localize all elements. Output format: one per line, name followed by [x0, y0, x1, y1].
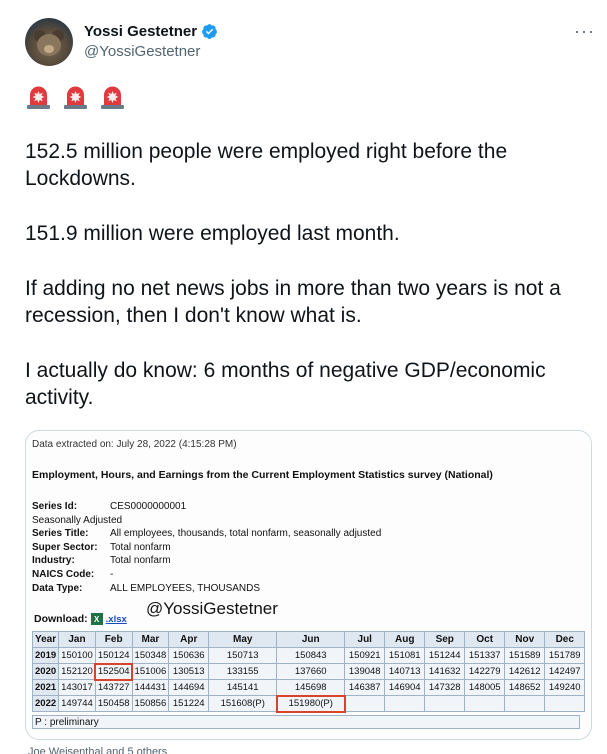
table-cell: 147328 — [425, 680, 465, 696]
watermark: @YossiGestetner — [146, 599, 278, 618]
column-header: May — [209, 632, 277, 648]
table-header-row — [33, 632, 585, 648]
meta-key: Seasonally Adjusted — [32, 514, 123, 526]
table-cell: 143017 — [59, 680, 96, 696]
table-cell: 150636 — [169, 648, 209, 664]
table-cell: 145141 — [209, 680, 277, 696]
table-cell: 145698 — [277, 680, 345, 696]
siren-emoji-icon — [25, 83, 52, 110]
table-cell: 151081 — [385, 648, 425, 664]
series-metadata — [32, 500, 381, 595]
table-cell: 151244 — [425, 648, 465, 664]
meta-key: Series Id: — [32, 501, 78, 512]
column-header: Year — [33, 632, 59, 648]
meta-key: Data Type: — [32, 582, 83, 594]
table-cell: 148652 — [505, 680, 545, 696]
tweet-paragraph: 151.9 million were employed last month. — [25, 222, 400, 245]
table-cell: 142497 — [545, 664, 585, 680]
meta-row — [32, 514, 381, 528]
table-cell: 151608(P) — [209, 696, 277, 712]
author-name-row — [84, 23, 218, 40]
author-handle[interactable]: @YossiGestetner — [84, 43, 201, 60]
table-cell — [545, 696, 585, 712]
tweet-body — [25, 138, 585, 439]
column-header: Sep — [425, 632, 465, 648]
table-cell: 130513 — [169, 664, 209, 680]
table-cell — [345, 696, 385, 712]
column-header: Jul — [345, 632, 385, 648]
table-cell: 149240 — [545, 680, 585, 696]
year-cell: 2021 — [33, 680, 59, 696]
tweet-header — [25, 15, 595, 67]
table-row — [33, 680, 585, 696]
column-header: Nov — [505, 632, 545, 648]
table-row — [33, 664, 585, 680]
meta-row — [32, 568, 381, 582]
column-header: Aug — [385, 632, 425, 648]
meta-key: Series Title: — [32, 528, 89, 540]
tweet-paragraph: If adding no net news jobs in more than two years is not a recession, then I don't know what is. — [25, 277, 561, 327]
table-cell: 151006 — [132, 664, 169, 680]
employment-table — [32, 631, 585, 712]
survey-title: Employment, Hours, and Earnings from the Current Employment Statistics survey (National) — [32, 469, 493, 481]
table-cell: 149744 — [59, 696, 96, 712]
table-cell: 144431 — [132, 680, 169, 696]
meta-row — [32, 582, 381, 596]
table-cell: 144694 — [169, 680, 209, 696]
table-cell: 146904 — [385, 680, 425, 696]
year-cell: 2020 — [33, 664, 59, 680]
table-cell: 150348 — [132, 648, 169, 664]
year-cell: 2022 — [33, 696, 59, 712]
column-header: Feb — [95, 632, 132, 648]
table-cell: 148005 — [465, 680, 505, 696]
column-header: Dec — [545, 632, 585, 648]
table-cell: 150843 — [277, 648, 345, 664]
meta-value: ALL EMPLOYEES, THOUSANDS — [110, 582, 261, 594]
table-cell: 142612 — [505, 664, 545, 680]
excel-icon[interactable]: X — [91, 613, 103, 625]
meta-row — [32, 554, 381, 568]
meta-row — [32, 541, 381, 555]
more-options-icon[interactable]: ··· — [574, 21, 595, 41]
meta-key: Industry: — [32, 555, 75, 567]
table-cell: 150100 — [59, 648, 96, 664]
tweet-paragraph: 152.5 million people were employed right before the Lockdowns. — [25, 140, 508, 190]
table-cell — [385, 696, 425, 712]
xlsx-link[interactable]: .xlsx — [105, 613, 127, 625]
table-cell: 150921 — [345, 648, 385, 664]
bear-snout — [44, 45, 54, 53]
column-header: Apr — [169, 632, 209, 648]
download-label: Download: — [34, 613, 88, 625]
table-cell: 143727 — [95, 680, 132, 696]
table-cell: 152120 — [59, 664, 96, 680]
meta-value: CES0000000001 — [110, 501, 187, 512]
table-cell: 151224 — [169, 696, 209, 712]
table-cell: 141632 — [425, 664, 465, 680]
table-cell: 151337 — [465, 648, 505, 664]
liked-by-text[interactable]: Joe Weisenthal and 5 others — [28, 746, 168, 754]
download-row — [34, 613, 127, 625]
meta-value: Total nonfarm — [110, 555, 171, 567]
verified-badge-icon — [201, 23, 218, 40]
table-cell: 150124 — [95, 648, 132, 664]
author-name[interactable]: Yossi Gestetner — [84, 23, 198, 40]
table-cell: 140713 — [385, 664, 425, 680]
siren-emoji-row — [25, 83, 126, 110]
table-cell: 152504 — [95, 664, 132, 680]
table-cell: 137660 — [277, 664, 345, 680]
attached-image[interactable] — [25, 430, 592, 740]
table-cell: 151789 — [545, 648, 585, 664]
meta-value: All employees, thousands, total nonfarm, seasonally adjusted — [110, 528, 382, 540]
column-header: Jan — [59, 632, 96, 648]
table-row — [33, 648, 585, 664]
table-cell: 133155 — [209, 664, 277, 680]
table-cell: 151980(P) — [277, 696, 345, 712]
column-header: Oct — [465, 632, 505, 648]
table-cell: 150856 — [132, 696, 169, 712]
avatar[interactable] — [25, 18, 73, 66]
extracted-date: Data extracted on: July 28, 2022 (4:15:28 PM) — [32, 439, 237, 450]
meta-value: - — [110, 568, 114, 580]
siren-emoji-icon — [99, 83, 126, 110]
table-cell — [505, 696, 545, 712]
table-cell: 139048 — [345, 664, 385, 680]
siren-emoji-icon — [62, 83, 89, 110]
column-header: Mar — [132, 632, 169, 648]
year-cell: 2019 — [33, 648, 59, 664]
table-cell: 142279 — [465, 664, 505, 680]
table-cell: 151589 — [505, 648, 545, 664]
meta-key: Super Sector: — [32, 541, 98, 553]
table-cell: 146387 — [345, 680, 385, 696]
table-cell: 150458 — [95, 696, 132, 712]
table-cell: 150713 — [209, 648, 277, 664]
meta-row — [32, 527, 381, 541]
column-header: Jun — [277, 632, 345, 648]
table-cell — [465, 696, 505, 712]
footnote: P : preliminary — [32, 715, 580, 729]
meta-key: NAICS Code: — [32, 568, 95, 580]
table-cell — [425, 696, 465, 712]
tweet-paragraph: I actually do know: 6 months of negative GDP/economic activity. — [25, 359, 546, 409]
meta-value: Total nonfarm — [110, 541, 171, 553]
meta-row — [32, 500, 381, 514]
table-row — [33, 696, 585, 712]
